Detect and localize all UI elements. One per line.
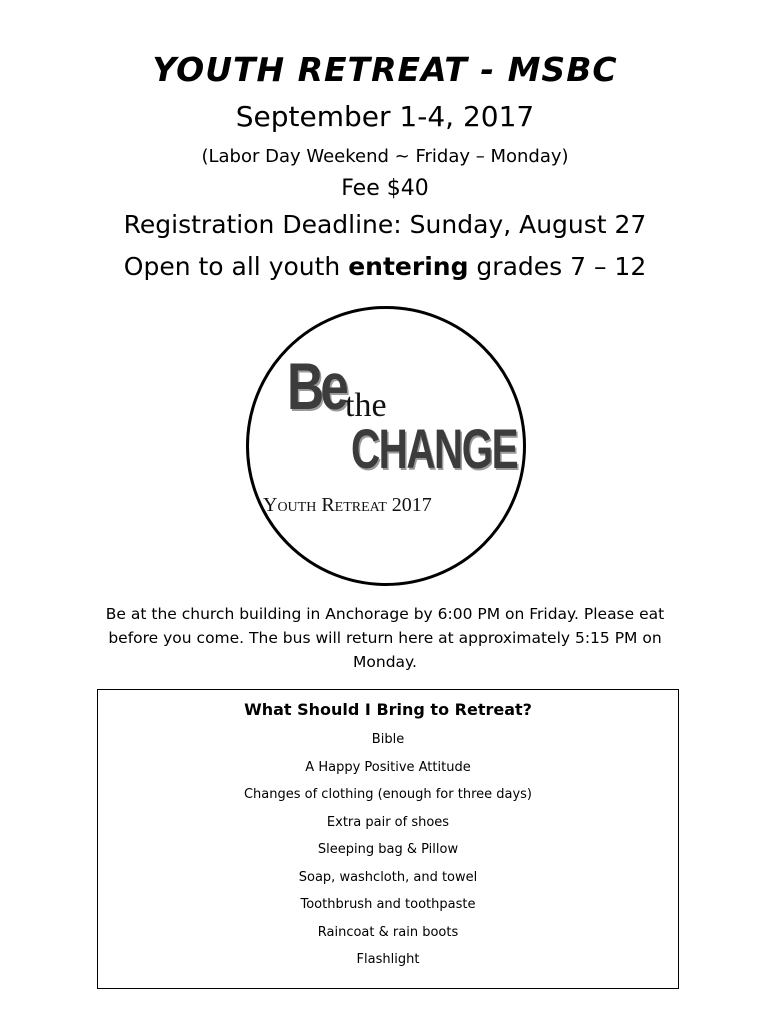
list-item: Changes of clothing (enough for three days)	[243, 787, 533, 802]
packing-list	[98, 730, 678, 978]
list-item: A Happy Positive Attitude	[305, 759, 471, 775]
event-fee: Fee $40	[341, 176, 429, 201]
arrival-info: Be at the church building in Anchorage by 6:00 PM on Friday. Please eat before you come. The bus will return here at approximately 5:15 PM on Monday.	[105, 605, 665, 671]
event-days-note: (Labor Day Weekend ~ Friday – Monday)	[201, 146, 569, 167]
list-item: Extra pair of shoes	[326, 814, 450, 830]
flyer-title: YOUTH RETREAT - MSBC	[152, 50, 618, 89]
eligibility-suffix: grades 7 – 12	[468, 252, 647, 281]
list-item: Raincoat & rain boots	[317, 924, 459, 940]
logo-the-text: the	[345, 387, 387, 424]
list-item: Bible	[371, 732, 405, 747]
list-item: Toothbrush and toothpaste	[300, 897, 476, 912]
packing-list-title: What Should I Bring to Retreat?	[244, 700, 532, 719]
event-dates: September 1-4, 2017	[235, 100, 535, 133]
eligibility-line	[0, 252, 770, 281]
logo-change-text: CHANGE	[351, 417, 518, 480]
packing-list-box	[97, 689, 679, 989]
registration-deadline: Registration Deadline: Sunday, August 27	[123, 210, 647, 239]
list-item: Flashlight	[356, 952, 420, 967]
logo-subtitle: Youth Retreat 2017	[263, 494, 432, 516]
retreat-logo	[246, 306, 526, 586]
list-item: Sleeping bag & Pillow	[317, 842, 459, 857]
eligibility-emphasis: entering	[348, 252, 469, 281]
logo-be-text: Be	[287, 349, 346, 423]
eligibility-prefix: Open to all youth	[123, 252, 349, 281]
list-item: Soap, washcloth, and towel	[298, 869, 478, 885]
